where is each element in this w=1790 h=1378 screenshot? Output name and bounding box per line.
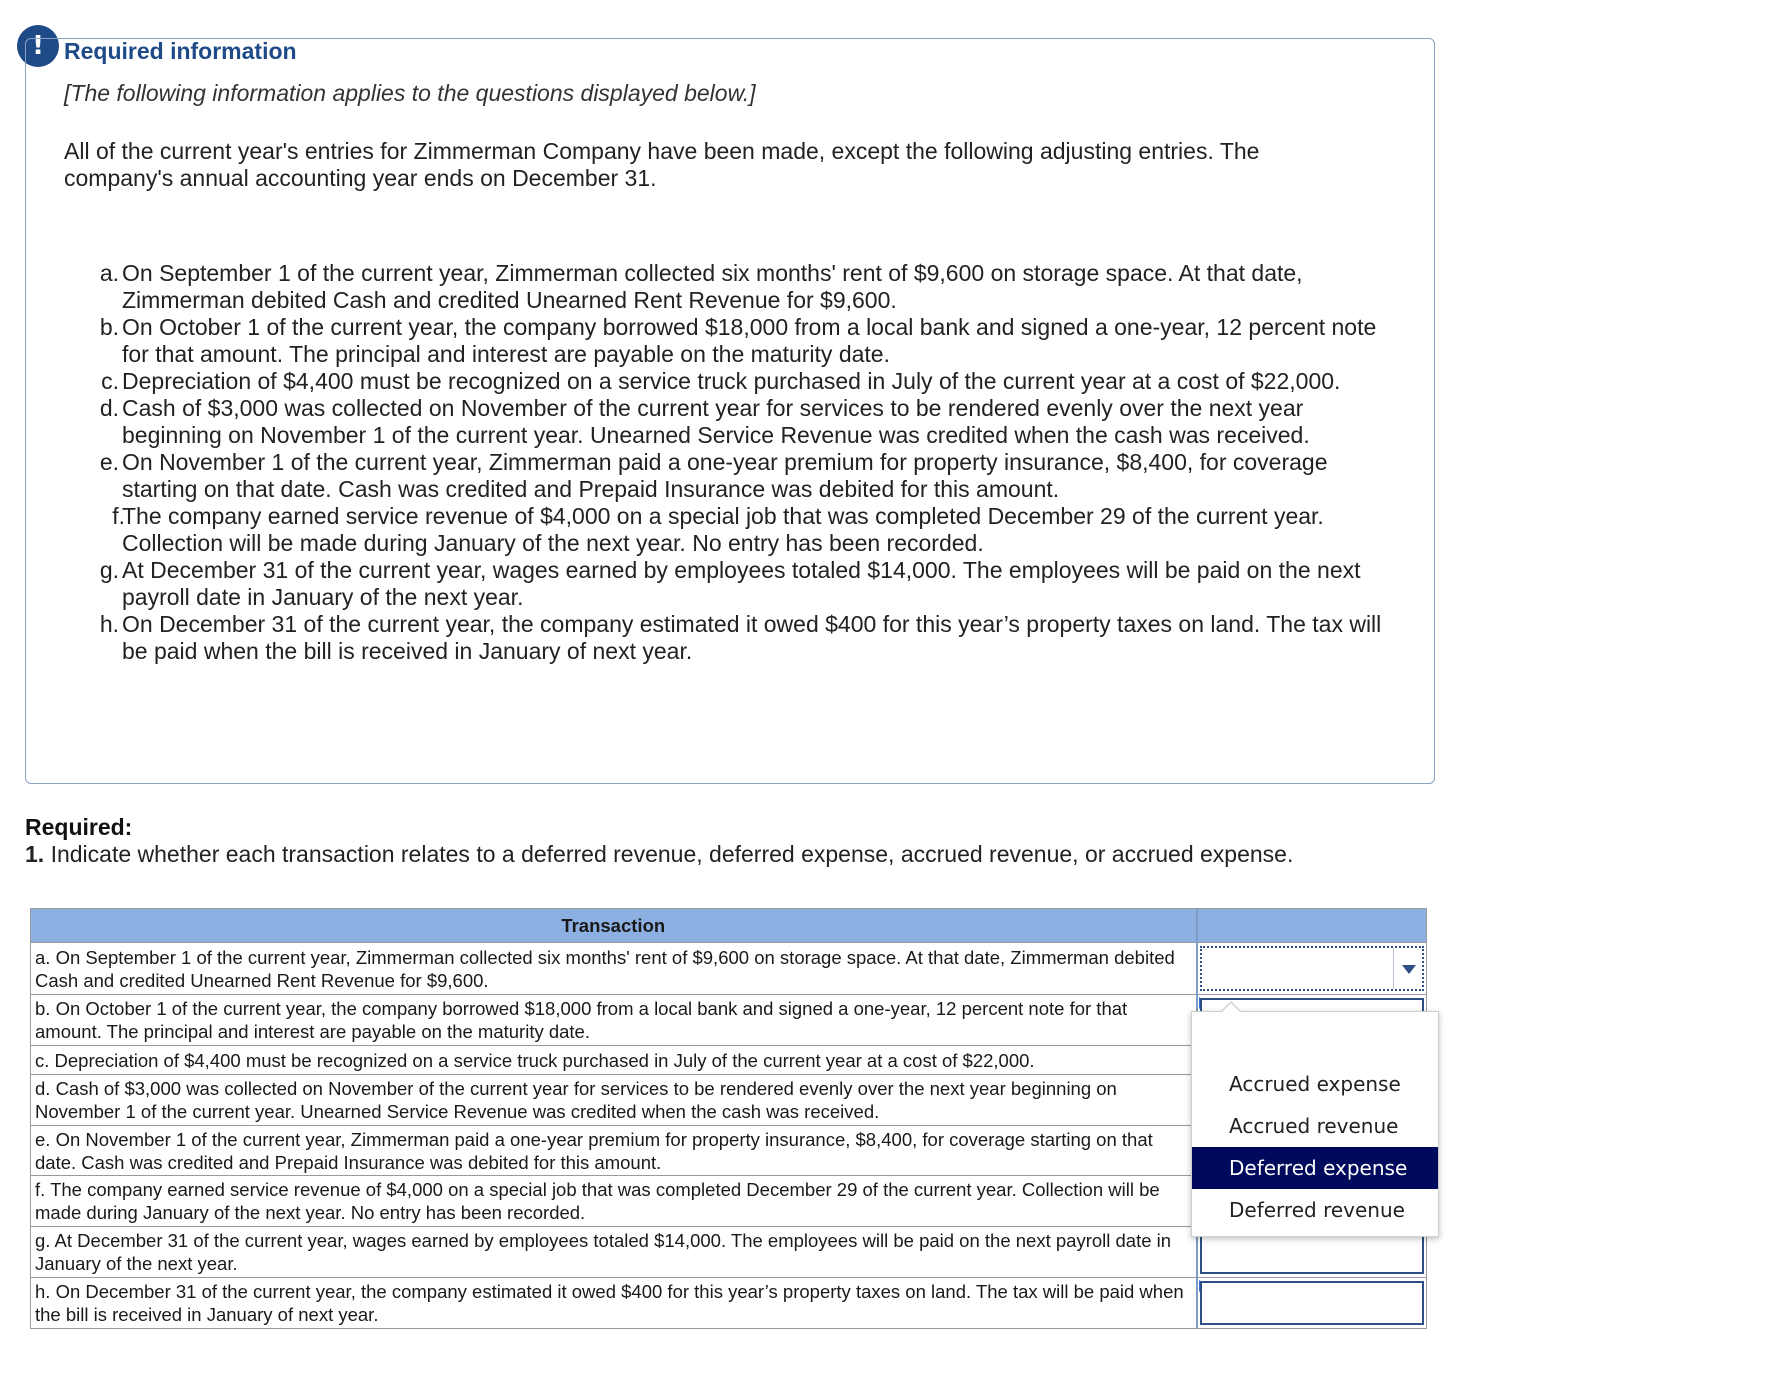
table-header-row <box>31 909 1427 943</box>
transaction-column-header: Transaction <box>31 909 1197 943</box>
item-letter: g. <box>99 557 119 583</box>
list-item <box>95 260 1405 314</box>
item-text: At December 31 of the current year, wages earned by employees totaled $14,000. The employees will be paid on the next payroll date in January of the next year. <box>122 557 1361 610</box>
table-row <box>31 1278 1427 1329</box>
option-deferred-expense[interactable]: Deferred expense <box>1192 1147 1438 1189</box>
table-row <box>31 943 1427 995</box>
classification-dropdown-menu <box>1191 1011 1439 1237</box>
required-label: Required: <box>25 814 133 840</box>
item-letter: a. <box>99 260 119 286</box>
select-box[interactable] <box>1200 1281 1425 1325</box>
adjusting-entries-list <box>95 260 1405 665</box>
list-item <box>95 611 1405 665</box>
item-letter: d. <box>99 395 119 421</box>
list-item <box>95 503 1405 557</box>
select-box[interactable] <box>1200 946 1425 991</box>
list-item <box>95 395 1405 449</box>
transaction-cell: h. On December 31 of the current year, the company estimated it owed $400 for this year’s property taxes on land. The tax will be paid when the bill is received in January of next year. <box>31 1278 1197 1329</box>
transaction-cell: b. On October 1 of the current year, the company borrowed $18,000 from a local bank and signed a one-year, 12 percent note for that amount. The principal and interest are payable on the maturity date. <box>31 995 1197 1046</box>
item-text: On November 1 of the current year, Zimmerman paid a one-year premium for property insurance, $8,400, for coverage starting on that date. Cash was credited and Prepaid Insurance was debited for this amount. <box>122 449 1328 502</box>
option-deferred-revenue[interactable]: Deferred revenue <box>1229 1198 1405 1222</box>
item-letter: f. <box>112 503 125 529</box>
item-letter: e. <box>99 449 119 475</box>
list-item <box>95 368 1405 395</box>
list-item <box>95 314 1405 368</box>
required-number: 1. <box>25 841 45 867</box>
chevron-down-icon[interactable] <box>1393 948 1422 989</box>
required-instruction <box>25 841 1293 868</box>
classification-select-a[interactable] <box>1197 943 1427 995</box>
item-letter: b. <box>99 314 119 340</box>
transaction-cell: e. On November 1 of the current year, Zimmerman paid a one-year premium for property insurance, $8,400, for coverage starting on that date. Cash was credited and Prepaid Insurance was debited for this amount. <box>31 1126 1197 1176</box>
classification-select-h[interactable] <box>1197 1278 1427 1329</box>
required-text: Indicate whether each transaction relates to a deferred revenue, deferred expense, accrued revenue, or accrued expense. <box>50 841 1294 867</box>
alert-icon: ! <box>17 25 59 67</box>
item-text: On September 1 of the current year, Zimmerman collected six months' rent of $9,600 on storage space. At that date, Zimmerman debited Cash and credited Unearned Rent Revenue for $9,600. <box>122 260 1303 313</box>
item-text: The company earned service revenue of $4,000 on a special job that was completed December 29 of the current year. Collection will be made during January of the next year. No entry has been recorded. <box>122 503 1324 556</box>
list-item <box>95 557 1405 611</box>
item-text: Cash of $3,000 was collected on November of the current year for services to be rendered evenly over the next year beginning on November 1 of the current year. Unearned Service Revenue was credited when the cash was received. <box>122 395 1310 448</box>
option-accrued-expense[interactable]: Accrued expense <box>1229 1072 1401 1096</box>
transaction-cell: a. On September 1 of the current year, Zimmerman collected six months' rent of $9,600 on storage space. At that date, Zimmerman debited Cash and credited Unearned Rent Revenue for $9,600. <box>31 943 1197 995</box>
item-letter: c. <box>101 368 119 394</box>
classification-column-header <box>1197 909 1427 943</box>
info-subtitle: [The following information applies to the questions displayed below.] <box>64 80 756 106</box>
option-accrued-revenue[interactable]: Accrued revenue <box>1229 1114 1399 1138</box>
item-text: On October 1 of the current year, the company borrowed $18,000 from a local bank and signed a one-year, 12 percent note for that amount. The principal and interest are payable on the maturity date. <box>122 314 1377 367</box>
info-intro: All of the current year's entries for Zimmerman Company have been made, except the following adjusting entries. The company's annual accounting year ends on December 31. <box>64 138 1260 191</box>
transaction-cell: c. Depreciation of $4,400 must be recognized on a service truck purchased in July of the current year at a cost of $22,000. <box>31 1046 1197 1075</box>
item-letter: h. <box>99 611 119 637</box>
transaction-cell: g. At December 31 of the current year, wages earned by employees totaled $14,000. The employees will be paid on the next payroll date in January of the next year. <box>31 1227 1197 1278</box>
info-title: Required information <box>64 38 297 64</box>
transaction-cell: d. Cash of $3,000 was collected on November of the current year for services to be rendered evenly over the next year beginning on November 1 of the current year. Unearned Service Revenue was credited when the cash was received. <box>31 1075 1197 1126</box>
transaction-cell: f. The company earned service revenue of $4,000 on a special job that was completed December 29 of the current year. Collection will be made during January of the next year. No entry has been recorded. <box>31 1176 1197 1227</box>
item-text: On December 31 of the current year, the company estimated it owed $400 for this year’s property taxes on land. The tax will be paid when the bill is received in January of next year. <box>122 611 1382 664</box>
list-item <box>95 449 1405 503</box>
item-text: Depreciation of $4,400 must be recognized on a service truck purchased in July of the current year at a cost of $22,000. <box>122 368 1341 394</box>
